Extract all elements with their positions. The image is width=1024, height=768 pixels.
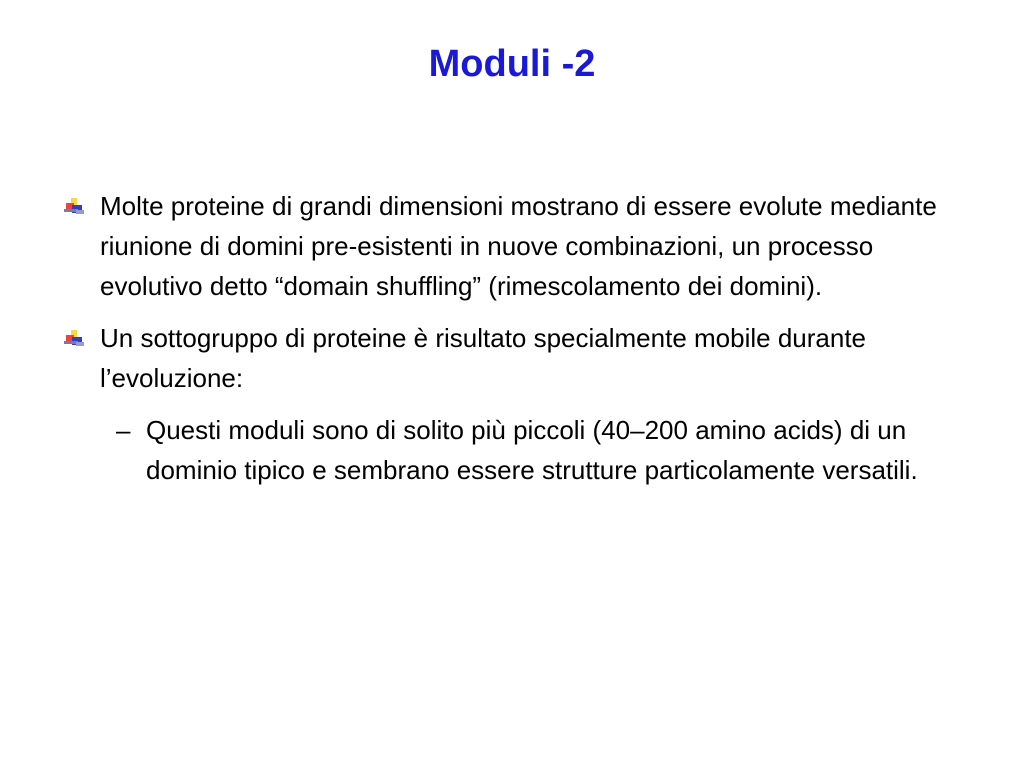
stacked-squares-bullet-icon: [64, 198, 86, 216]
stacked-squares-bullet-icon: [64, 330, 86, 348]
bullet-item: [64, 186, 964, 306]
slide-content: [64, 186, 964, 490]
bullet-text: Un sottogruppo di proteine è risultato specialmente mobile durante l’evoluzione:: [100, 323, 867, 393]
sub-bullet-item: [64, 410, 964, 490]
dash-marker: –: [116, 415, 131, 445]
sub-bullet-text: Questi moduli sono di solito più piccoli (40–200 amino acids) di un dominio tipico e sembrano essere strutture particolamente versatili.: [146, 415, 918, 485]
slide-title: Moduli -2: [428, 43, 596, 85]
bullet-text: Molte proteine di grandi dimensioni mostrano di essere evolute mediante riunione di domini pre-esistenti in nuove combinazioni, un processo evolutivo detto “domain shuffling” (rimescolamento dei domini).: [100, 191, 937, 301]
bullet-item: [64, 318, 964, 398]
